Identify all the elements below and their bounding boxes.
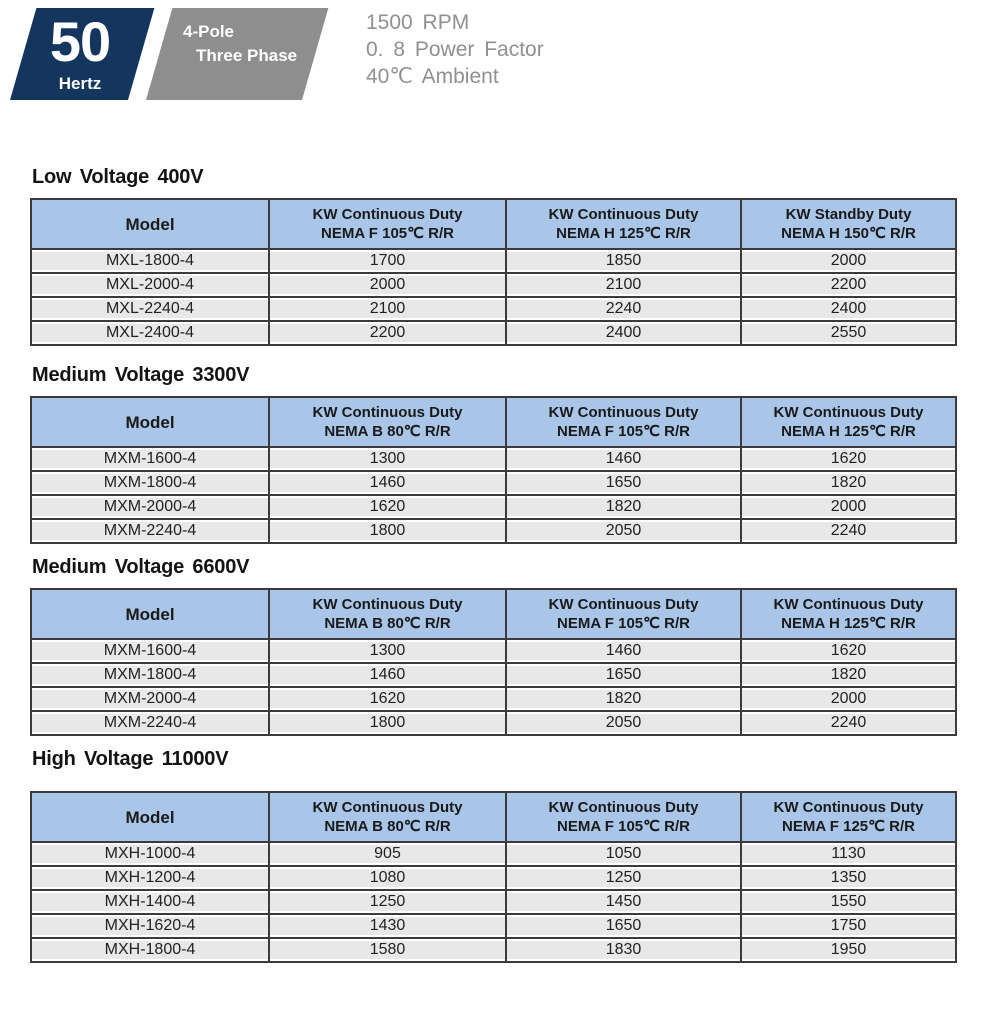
table-row — [31, 471, 956, 495]
kw-cell: 1820 — [741, 471, 956, 495]
section-title: Medium Voltage 6600V — [32, 556, 250, 578]
section-medium-voltage-3300v — [0, 364, 985, 544]
column-header-line2: NEMA F 105℃ R/R — [557, 423, 690, 440]
kw-cell: 1050 — [506, 842, 741, 866]
column-header — [506, 397, 741, 447]
header-row — [31, 199, 956, 249]
kw-cell: 1550 — [741, 890, 956, 914]
column-header — [741, 589, 956, 639]
column-header-line2: NEMA H 125℃ R/R — [781, 615, 916, 632]
kw-cell: 1430 — [269, 914, 506, 938]
section-medium-voltage-6600v — [0, 556, 985, 736]
kw-cell: 1620 — [269, 495, 506, 519]
column-header-line1: Model — [125, 412, 175, 432]
kw-cell: 2100 — [269, 297, 506, 321]
column-header-line2: NEMA B 80℃ R/R — [324, 615, 451, 632]
rating-info — [366, 9, 544, 90]
column-header-line1: Model — [125, 214, 175, 234]
column-header-line1: KW Continuous Duty — [548, 404, 699, 421]
kw-cell: 2200 — [741, 273, 956, 297]
kw-cell: 2050 — [506, 711, 741, 735]
column-header-line2: NEMA F 105℃ R/R — [557, 818, 690, 835]
kw-cell: 2200 — [269, 321, 506, 345]
model-cell: MXH-1400-4 — [31, 890, 269, 914]
column-header-line2: NEMA H 125℃ R/R — [556, 225, 691, 242]
table-row — [31, 519, 956, 543]
kw-cell: 2050 — [506, 519, 741, 543]
kw-cell: 1460 — [269, 471, 506, 495]
kw-cell: 1580 — [269, 938, 506, 962]
model-cell: MXH-1200-4 — [31, 866, 269, 890]
kw-cell: 1300 — [269, 639, 506, 663]
model-cell: MXH-1800-4 — [31, 938, 269, 962]
phase-label: Three Phase — [196, 46, 298, 65]
kw-cell: 1650 — [506, 663, 741, 687]
kw-cell: 1700 — [269, 249, 506, 273]
spec-table-low-voltage — [30, 198, 957, 346]
table-row — [31, 711, 956, 735]
column-header — [269, 397, 506, 447]
column-header — [269, 589, 506, 639]
model-cell: MXM-2000-4 — [31, 687, 269, 711]
kw-cell: 1080 — [269, 866, 506, 890]
kw-cell: 1620 — [269, 687, 506, 711]
column-header-line2: NEMA H 150℃ R/R — [781, 225, 916, 242]
column-header-model — [31, 397, 269, 447]
model-cell: MXH-1000-4 — [31, 842, 269, 866]
ambient-label: 40℃ Ambient — [366, 65, 499, 88]
kw-cell: 2000 — [741, 495, 956, 519]
column-header-line1: Model — [125, 604, 175, 624]
table-row — [31, 297, 956, 321]
header-row — [31, 397, 956, 447]
header-row — [31, 589, 956, 639]
kw-cell: 1800 — [269, 711, 506, 735]
table-row — [31, 866, 956, 890]
table-row — [31, 447, 956, 471]
kw-cell: 2400 — [741, 297, 956, 321]
table-row — [31, 639, 956, 663]
kw-cell: 2100 — [506, 273, 741, 297]
power-factor-label: 0. 8 Power Factor — [366, 38, 544, 61]
column-header — [741, 397, 956, 447]
kw-cell: 2240 — [506, 297, 741, 321]
model-cell: MXM-1800-4 — [31, 471, 269, 495]
model-cell: MXM-1600-4 — [31, 639, 269, 663]
column-header-line1: KW Continuous Duty — [312, 206, 463, 223]
kw-cell: 1450 — [506, 890, 741, 914]
kw-cell: 2400 — [506, 321, 741, 345]
frequency-value: 50 — [49, 10, 111, 73]
model-cell: MXM-1800-4 — [31, 663, 269, 687]
column-header-line2: NEMA B 80℃ R/R — [324, 423, 451, 440]
model-cell: MXL-2400-4 — [31, 321, 269, 345]
kw-cell: 1820 — [506, 687, 741, 711]
kw-cell: 1950 — [741, 938, 956, 962]
table-row — [31, 495, 956, 519]
header-row — [31, 792, 956, 842]
kw-cell: 1820 — [741, 663, 956, 687]
column-header-line1: KW Standby Duty — [785, 206, 912, 223]
kw-cell: 1650 — [506, 914, 741, 938]
section-low-voltage-400v — [0, 166, 985, 346]
section-title: Low Voltage 400V — [32, 166, 204, 188]
kw-cell: 1830 — [506, 938, 741, 962]
column-header-line2: NEMA H 125℃ R/R — [781, 423, 916, 440]
column-header-line2: NEMA F 105℃ R/R — [321, 225, 454, 242]
section-title: Medium Voltage 3300V — [32, 364, 250, 386]
column-header — [506, 792, 741, 842]
frequency-banner — [0, 0, 985, 100]
column-header-line1: KW Continuous Duty — [773, 596, 924, 613]
kw-cell: 2550 — [741, 321, 956, 345]
model-cell: MXM-2240-4 — [31, 711, 269, 735]
table-row — [31, 914, 956, 938]
table-row — [31, 663, 956, 687]
kw-cell: 2000 — [741, 687, 956, 711]
kw-cell: 2000 — [269, 273, 506, 297]
model-cell: MXM-2240-4 — [31, 519, 269, 543]
kw-cell: 1460 — [506, 447, 741, 471]
kw-cell: 1250 — [269, 890, 506, 914]
kw-cell: 1850 — [506, 249, 741, 273]
kw-cell: 1300 — [269, 447, 506, 471]
model-cell: MXM-1600-4 — [31, 447, 269, 471]
column-header-line1: Model — [125, 807, 175, 827]
kw-cell: 1820 — [506, 495, 741, 519]
kw-cell: 1130 — [741, 842, 956, 866]
kw-cell: 1750 — [741, 914, 956, 938]
section-high-voltage-11000v — [0, 748, 985, 963]
column-header-line2: NEMA F 105℃ R/R — [557, 615, 690, 632]
spec-table-medium-voltage-3300 — [30, 396, 957, 544]
kw-cell: 1620 — [741, 639, 956, 663]
spec-table-high-voltage — [30, 791, 957, 963]
kw-cell: 1350 — [741, 866, 956, 890]
column-header-line1: KW Continuous Duty — [773, 799, 924, 816]
column-header — [741, 792, 956, 842]
column-header-line1: KW Continuous Duty — [548, 596, 699, 613]
column-header-model — [31, 199, 269, 249]
column-header-line1: KW Continuous Duty — [773, 404, 924, 421]
column-header — [506, 589, 741, 639]
kw-cell: 1460 — [269, 663, 506, 687]
model-cell: MXL-2000-4 — [31, 273, 269, 297]
table-row — [31, 321, 956, 345]
spec-table-medium-voltage-6600 — [30, 588, 957, 736]
column-header — [269, 199, 506, 249]
rpm-label: 1500 RPM — [366, 11, 470, 34]
column-header-line1: KW Continuous Duty — [312, 799, 463, 816]
section-title: High Voltage 11000V — [32, 748, 229, 770]
kw-cell: 2000 — [741, 249, 956, 273]
frequency-unit: Hertz — [58, 74, 102, 93]
table-row — [31, 249, 956, 273]
kw-cell: 1800 — [269, 519, 506, 543]
table-row — [31, 938, 956, 962]
model-cell: MXH-1620-4 — [31, 914, 269, 938]
table-row — [31, 890, 956, 914]
table-row — [31, 687, 956, 711]
kw-cell: 2240 — [741, 711, 956, 735]
kw-cell: 1620 — [741, 447, 956, 471]
kw-cell: 1250 — [506, 866, 741, 890]
column-header-line1: KW Continuous Duty — [312, 404, 463, 421]
column-header-line2: NEMA F 125℃ R/R — [782, 818, 915, 835]
column-header — [506, 199, 741, 249]
kw-cell: 1650 — [506, 471, 741, 495]
column-header-line1: KW Continuous Duty — [312, 596, 463, 613]
column-header — [741, 199, 956, 249]
table-row — [31, 273, 956, 297]
model-cell: MXM-2000-4 — [31, 495, 269, 519]
model-cell: MXL-1800-4 — [31, 249, 269, 273]
kw-cell: 1460 — [506, 639, 741, 663]
column-header-model — [31, 589, 269, 639]
kw-cell: 2240 — [741, 519, 956, 543]
pole-label: 4-Pole — [183, 22, 235, 41]
column-header-line1: KW Continuous Duty — [548, 799, 699, 816]
column-header-model — [31, 792, 269, 842]
column-header — [269, 792, 506, 842]
column-header-line2: NEMA B 80℃ R/R — [324, 818, 451, 835]
table-row — [31, 842, 956, 866]
kw-cell: 905 — [269, 842, 506, 866]
model-cell: MXL-2240-4 — [31, 297, 269, 321]
column-header-line1: KW Continuous Duty — [548, 206, 699, 223]
